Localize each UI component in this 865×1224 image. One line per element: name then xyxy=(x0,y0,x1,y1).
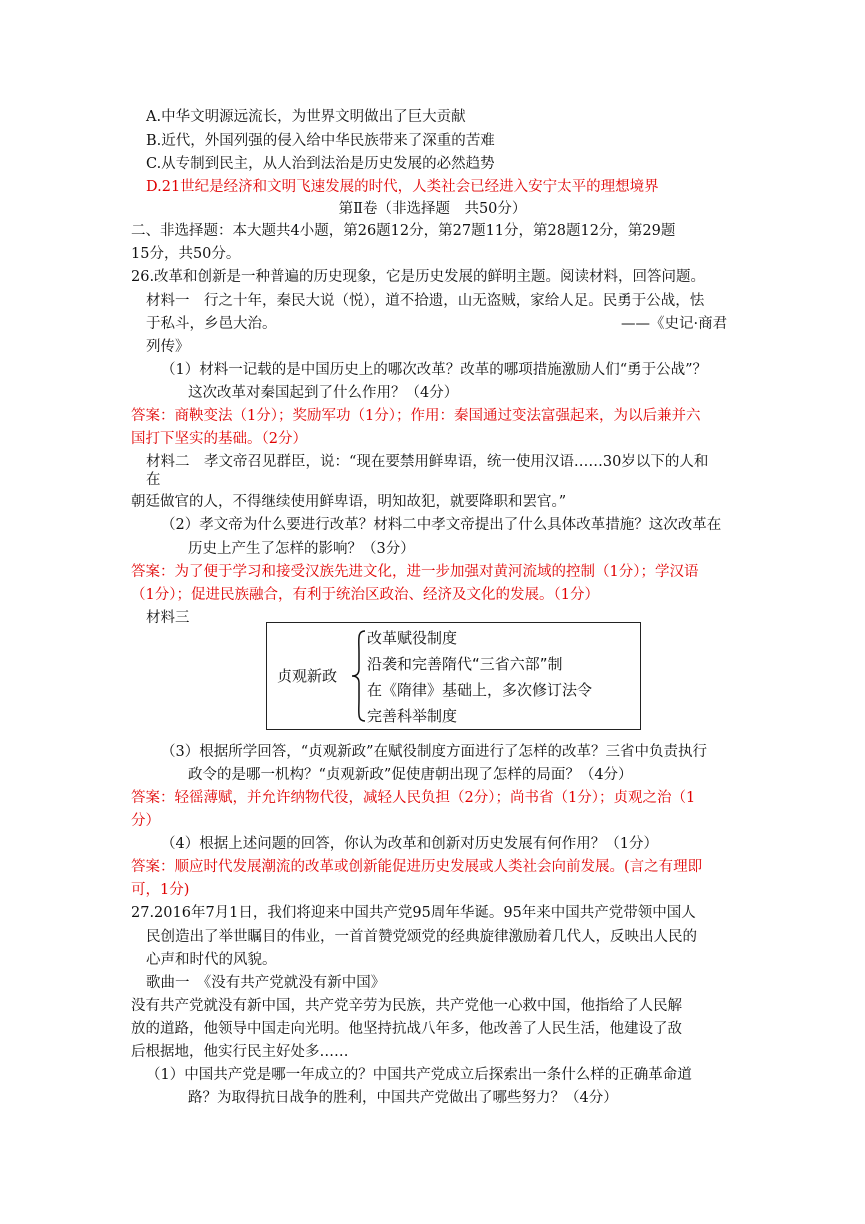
q26-answer4: 答案：顺应时代发展潮流的改革或创新能促进历史发展或人类社会向前发展。(言之有理即 xyxy=(131,859,703,875)
material3-item-1: 改革赋役制度 xyxy=(367,629,458,647)
q26-answer3-cont: 分） xyxy=(131,813,160,829)
q26-answer2-cont: （1分）；促进民族融合，有利于统治区政治、经济及文化的发展。（1分） xyxy=(131,587,599,603)
option-d-answer: D.21世纪是经济和文明飞速发展的时代，人类社会已经进入安宁太平的理想境界 xyxy=(146,179,659,195)
q26-material2: 材料二 孝文帝召见群臣，说：“现在要禁用鲜卑语，统一使用汉语……30岁以下的人和 xyxy=(146,454,709,470)
q26-material1-cont: 于私斗，乡邑大治。 xyxy=(146,316,277,332)
q26-answer4-cont: 可，1分) xyxy=(131,882,190,898)
q26-material1-source-cont: 列传》 xyxy=(146,339,190,355)
q27-stem: 27.2016年7月1日，我们将迎来中国共产党95周年华诞。95年来中国共产党带领中国人 xyxy=(131,905,696,921)
brace-shape xyxy=(351,629,367,723)
option-c: C.从专制到民主，从人治到法治是历史发展的必然趋势 xyxy=(146,156,495,172)
q26-sub1-cont: 这次改革对秦国起到了什么作用？（4分） xyxy=(188,385,459,401)
q27-song1-title: 歌曲一 《没有共产党就没有新中国》 xyxy=(146,975,386,991)
q26-sub1: （1）材料一记载的是中国历史上的哪次改革？改革的哪项措施激励人们“勇于公战”？ xyxy=(161,362,708,378)
q26-material1: 材料一 行之十年，秦民大说（悦），道不拾遗，山无盗贼，家给人足。民勇于公战，怯 xyxy=(146,293,705,309)
q27-stem-cont2: 心声和时代的风貌。 xyxy=(146,952,277,968)
q27-song1-lyrics: 没有共产党就没有新中国，共产党辛劳为民族，共产党他一心救中国，他指给了人民解 xyxy=(131,998,682,1014)
q26-sub2-cont: 历史上产生了怎样的影响？（3分） xyxy=(188,541,415,557)
q26-sub4: （4）根据上述问题的回答，你认为改革和创新对历史发展有何作用？（1分） xyxy=(161,836,658,852)
q26-answer1: 答案：商鞅变法（1分）；奖励军功（1分）；作用：秦国通过变法富强起来，为以后兼并六 xyxy=(131,408,701,424)
option-b: B.近代，外国列强的侵入给中华民族带来了深重的苦难 xyxy=(146,133,495,149)
q27-stem-cont: 民创造出了举世瞩目的伟业，一首首赞党颂党的经典旋律激励着几代人，反映出人民的 xyxy=(146,929,697,945)
q26-stem: 26.改革和创新是一种普遍的历史现象，它是历史发展的鲜明主题。阅读材料，回答问题。 xyxy=(131,269,706,285)
q26-material2-wrap: 在 xyxy=(146,472,161,488)
q26-answer1-cont: 国打下坚实的基础。（2分） xyxy=(131,431,307,447)
q26-sub3: （3）根据所学回答，“贞观新政”在赋役制度方面进行了怎样的改革？三省中负责执行 xyxy=(161,744,708,760)
material3-item-2: 沿袭和完善隋代“三省六部”制 xyxy=(367,655,563,673)
q27-song1-lyrics-cont2: 后根据地，他实行民主好处多…… xyxy=(131,1044,349,1060)
q27-song1-lyrics-cont: 放的道路，他领导中国走向光明。他坚持抗战八年多，他改善了人民生活，他建设了敌 xyxy=(131,1021,682,1037)
material3-box xyxy=(266,622,641,730)
q27-sub1: （1）中国共产党是哪一年成立的？中国共产党成立后探索出一条什么样的正确革命道 xyxy=(146,1067,692,1083)
q26-answer3: 答案：轻徭薄赋，并允许纳物代役，减轻人民负担（2分）；尚书省（1分）；贞观之治（1 xyxy=(131,790,696,806)
q26-material2-cont: 朝廷做官的人，不得继续使用鲜卑语，明知故犯，就要降职和罢官。” xyxy=(131,494,567,510)
q27-sub1-cont: 路？为取得抗日战争的胜利，中国共产党做出了哪些努力？（4分） xyxy=(188,1090,618,1106)
section-instruction: 二、非选择题：本大题共4小题，第26题12分，第27题11分，第28题12分，第29题 xyxy=(131,223,676,239)
q26-sub3-cont: 政令的是哪一机构？“贞观新政”促使唐朝出现了怎样的局面？（4分） xyxy=(188,767,633,783)
material3-item-4: 完善科举制度 xyxy=(367,707,458,725)
q26-material3-label: 材料三 xyxy=(146,610,190,626)
q26-sub2: （2）孝文帝为什么要进行改革？材料二中孝文帝提出了什么具体改革措施？这次改革在 xyxy=(161,517,722,533)
option-a: A.中华文明源远流长，为世界文明做出了巨大贡献 xyxy=(146,109,466,125)
material3-item-3: 在《隋律》基础上，多次修订法令 xyxy=(367,681,593,699)
material3-term: 贞观新政 xyxy=(277,667,338,685)
q26-material1-source: ——《史记·商君 xyxy=(621,316,728,332)
section-instruction-cont: 15分，共50分。 xyxy=(131,246,241,262)
q26-answer2: 答案：为了便于学习和接受汉族先进文化，进一步加强对黄河流域的控制（1分）；学汉语 xyxy=(131,564,699,580)
section-title: 第Ⅱ卷（非选择题 共50分） xyxy=(338,201,527,217)
